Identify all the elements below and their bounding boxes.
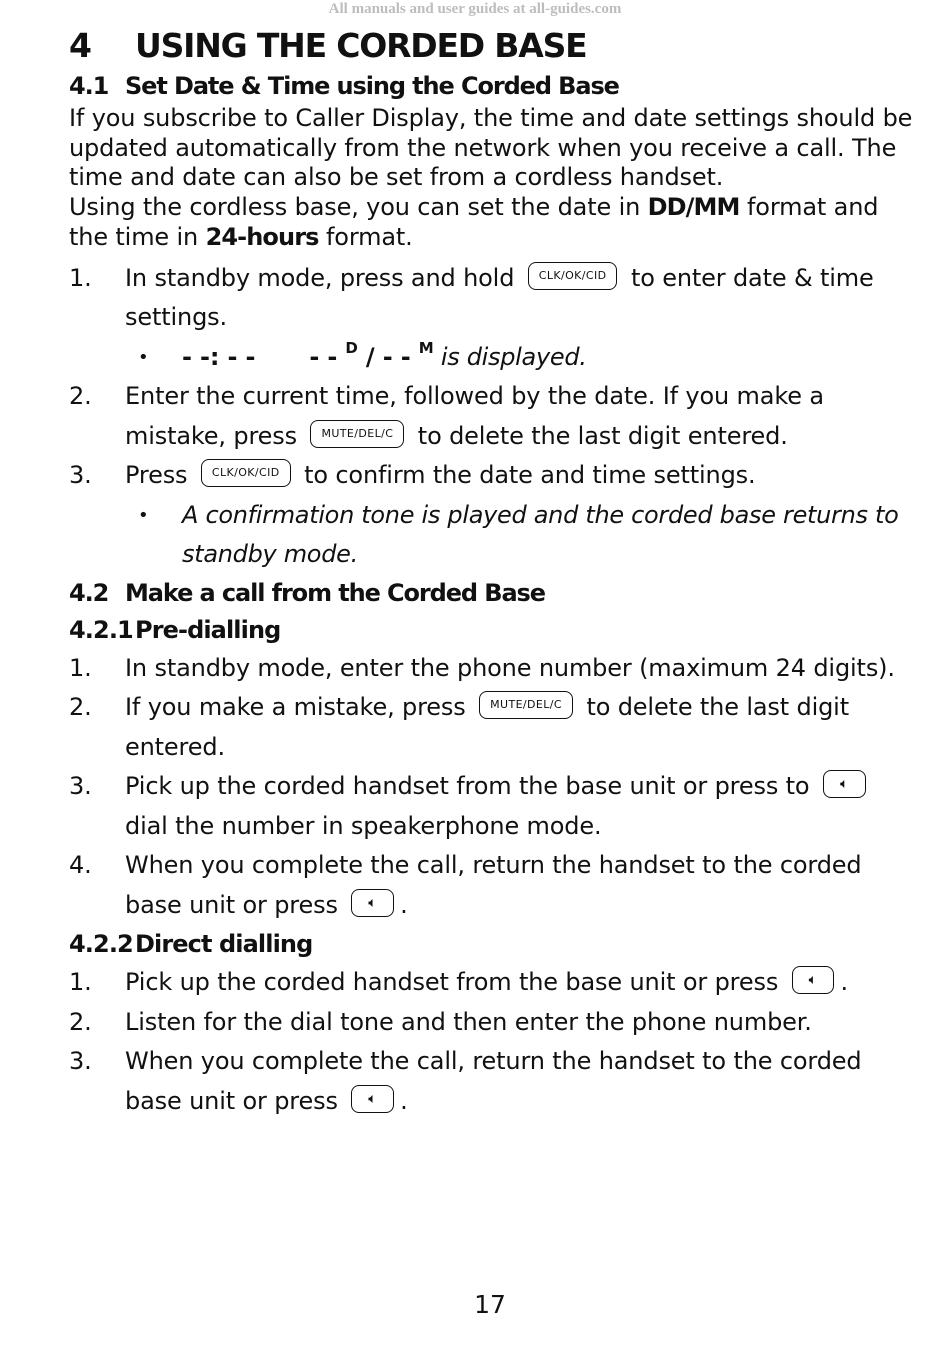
list-item	[69, 377, 919, 456]
format-text: Using the cordless base, you can set the date in	[69, 193, 648, 222]
list-item	[69, 767, 919, 846]
subsection-title: Pre-dialling	[135, 615, 281, 644]
step-number: 2.	[69, 693, 92, 722]
list-item	[69, 963, 919, 1003]
subsection-number: 4.2	[69, 578, 109, 607]
subsection-number: 4.1	[69, 72, 109, 100]
date-day-dashes: - -	[309, 342, 346, 371]
subsection-title: Set Date & Time using the Corded Base	[125, 72, 619, 100]
step-number: 2.	[69, 382, 92, 411]
day-marker: D	[345, 338, 358, 357]
step-number: 2.	[69, 1007, 92, 1036]
format-text: format and the time in	[69, 193, 879, 251]
step-number: 4.	[69, 851, 92, 880]
step-text: In standby mode, press and hold	[125, 263, 522, 292]
time-display: - -: - -	[182, 342, 256, 371]
step-text: .	[400, 1086, 408, 1115]
list-item	[69, 688, 919, 767]
step-number: 1.	[69, 653, 92, 682]
watermark: All manuals and user guides at all-guides.com	[328, 1, 622, 17]
subsection-number: 4.2.2	[69, 930, 133, 959]
subsection-heading-4-2-1	[69, 611, 919, 649]
step-text: Enter the current time, followed by the date. If you make a mistake, press	[125, 382, 824, 450]
subsection-title: Make a call from the Corded Base	[125, 578, 545, 607]
sub-item	[125, 338, 919, 378]
date-format: DD/MM	[647, 193, 740, 222]
list-item	[69, 1042, 919, 1121]
step-text: to enter date & time settings.	[125, 263, 874, 332]
step-text: to delete the last digit entered.	[125, 693, 849, 761]
step-text: Listen for the dial tone and then enter the phone number.	[125, 1007, 812, 1036]
step-text: to confirm the date and time settings.	[296, 461, 756, 490]
date-display	[309, 338, 434, 371]
section-number: 4	[69, 26, 91, 65]
confirmation-note: A confirmation tone is played and the corded base returns to standby mode.	[182, 500, 899, 569]
step-number: 3.	[69, 1047, 92, 1076]
speakerphone-icon: 🔈︎	[351, 1085, 394, 1113]
time-format: 24-hours	[205, 222, 319, 251]
list-item	[69, 259, 919, 378]
step-text: .	[840, 968, 848, 997]
step-text: When you complete the call, return the handset to the corded base unit or press	[125, 851, 862, 919]
speakerphone-icon: 🔈︎	[823, 770, 866, 798]
section-title: USING THE CORDED BASE	[135, 26, 587, 65]
list-item	[69, 649, 919, 689]
step-text: If you make a mistake, press	[125, 693, 474, 722]
subsection-heading-4-1	[69, 68, 919, 104]
mute-del-c-key: MUTE/DEL/C	[479, 691, 573, 719]
sub-list	[125, 338, 919, 378]
page-number: 17	[474, 1290, 506, 1319]
month-marker: M	[418, 338, 434, 357]
direct-dialling-steps	[69, 963, 919, 1121]
subsection-title: Direct dialling	[135, 930, 313, 959]
date-time-steps	[69, 259, 919, 575]
step-text: In standby mode, enter the phone number (maximum 24 digits).	[125, 653, 895, 682]
mute-del-c-key: MUTE/DEL/C	[310, 420, 404, 448]
pre-dialling-steps	[69, 649, 919, 926]
section-heading	[69, 24, 919, 68]
sub-item	[125, 496, 919, 575]
step-number: 1.	[69, 263, 92, 292]
format-paragraph	[69, 193, 919, 252]
list-item	[69, 456, 919, 575]
list-item	[69, 1003, 919, 1043]
step-text: Pick up the corded handset from the base unit or press	[125, 968, 786, 997]
step-number: 3.	[69, 772, 92, 801]
subsection-heading-4-2-2	[69, 925, 919, 963]
list-item	[69, 846, 919, 925]
bullet-icon: •	[138, 346, 149, 368]
subsection-heading-4-2	[69, 575, 919, 611]
clk-ok-cid-key: CLK/OK/CID	[201, 459, 291, 487]
manual-page	[69, 24, 919, 1121]
step-text: Press	[125, 461, 195, 490]
intro-paragraph: If you subscribe to Caller Display, the time and date settings should be updated automatically from the network when you receive a call. The time and date can also be set from a cordless handset.	[69, 104, 913, 192]
speakerphone-icon: 🔈︎	[351, 889, 394, 917]
step-text: When you complete the call, return the handset to the corded base unit or press	[125, 1047, 862, 1115]
clk-ok-cid-key: CLK/OK/CID	[528, 262, 618, 290]
format-text: format.	[318, 222, 413, 251]
subsection-number: 4.2.1	[69, 615, 133, 644]
step-text: to delete the last digit entered.	[410, 421, 788, 450]
step-text: dial the number in speakerphone mode.	[125, 811, 602, 840]
step-text: .	[400, 890, 408, 919]
step-number: 3.	[69, 461, 92, 490]
date-month-dashes: / - -	[357, 342, 419, 371]
bullet-icon: •	[138, 504, 149, 526]
sub-list	[125, 496, 919, 575]
step-text: Pick up the corded handset from the base unit or press to	[125, 772, 817, 801]
step-number: 1.	[69, 968, 92, 997]
speakerphone-icon: 🔈︎	[792, 966, 835, 994]
display-note: is displayed.	[433, 342, 587, 371]
